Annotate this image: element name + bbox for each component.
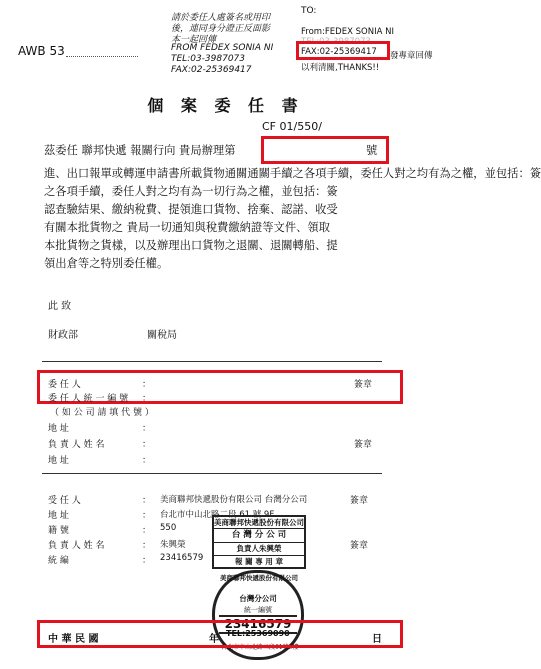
right-obscured-tel: TEL:03-3987073 [301, 37, 371, 47]
round-seal-address: 台北市中山北路二段61號9樓 [221, 644, 299, 651]
agent-jihao-label: 籍 號 [48, 526, 69, 536]
principal-stamp-2: 簽章 [354, 440, 373, 450]
page-title: 個 案 委 任 書 [147, 96, 304, 115]
to-label: TO: [301, 6, 317, 16]
principal-stamp: 簽章 [354, 380, 373, 390]
colon: ： [142, 496, 152, 506]
colon: ： [142, 456, 152, 466]
right-ack-1: 發專章回傳 [390, 51, 433, 61]
case-reference: CF 01/550/ [262, 120, 322, 133]
agent-fuzeren-value: 朱興榮 [160, 540, 186, 550]
seal-company: 美商聯邦快遞股份有限公司 [214, 518, 304, 527]
header-note-line-3: 本一起回傳 [171, 35, 217, 45]
body-line-4: 認查驗結果、繳納稅費、提領進口貨物、捨棄、認諾、收受 [44, 203, 338, 216]
round-seal-tel: TEL:25369090 [226, 629, 290, 638]
agent-tongyi-label: 統 編 [48, 556, 69, 566]
colon: ： [142, 380, 152, 390]
fax-highlight-box [296, 41, 390, 60]
divider-2 [42, 473, 382, 474]
body-hao: 號 [366, 144, 378, 157]
colon: ： [142, 541, 152, 551]
principal-dizhi-label: 地 址 [48, 424, 69, 434]
agent-dizhi-value: 台北市中山北路二段 61 號 9F [160, 510, 275, 520]
closing-cizhi: 此 致 [48, 301, 72, 312]
principal-tongyi-label: 委 任 人 統 一 編 號 [48, 394, 129, 404]
principal-fuzeren-label: 負 責 人 姓 名 [48, 440, 105, 450]
body-line-6: 本批貨物之貨樣，以及辦理出口貨物之退關、退關轉船、提 [44, 239, 338, 252]
header-note-line-2: 後，連同身分證正反面影 [171, 24, 271, 34]
colon: ： [142, 424, 152, 434]
seal-branch: 台 灣 分 公 司 [214, 529, 304, 543]
header-from-line-2: TEL:03-3987073 [171, 54, 246, 64]
colon: ： [142, 556, 152, 566]
body-line-2: 進、出口報單或轉運申請書所載貨物通關通關手續之各項手續，委任人對之均有為之權，並包括：簽 [44, 167, 541, 180]
agent-weiren-value: 美商聯邦快遞股份有限公司 台灣分公司 [160, 495, 308, 505]
agent-fuzeren-label: 負 責 人 姓 名 [48, 541, 105, 551]
agent-tongyi-value: 23416579 [160, 553, 204, 563]
seal-usage: 報 關 專 用 章 [235, 557, 283, 566]
header-note-line-1: 請於委任人處簽名或用印 [171, 13, 271, 23]
company-seal [212, 515, 306, 569]
agent-dizhi-label: 地 址 [48, 511, 69, 521]
colon: ： [142, 511, 152, 521]
right-fax: FAX:02-25369417 [301, 47, 377, 57]
principal-weiren-label: 委 任 人 [48, 380, 81, 390]
seal-owner: 負責人朱興榮 [214, 543, 304, 556]
entry-number-highlight-box [261, 136, 389, 164]
right-from: From:FEDEX SONIA NI [301, 27, 394, 37]
body-line-5: 有關本批貨物之 貴局一切通知與稅費繳納證等文件、領取 [44, 221, 331, 234]
date-nian: 年 [209, 634, 219, 645]
agent-jihao-value: 550 [160, 523, 177, 533]
right-ack-2: 以利清關,THANKS!! [301, 63, 380, 73]
round-seal-branch: 台灣分公司 [239, 594, 277, 603]
divider-1 [42, 361, 382, 362]
date-zhonghua: 中 華 民 國 [48, 634, 99, 645]
agent-stamp-2: 簽章 [350, 541, 369, 551]
header-from-line-1: FROM FEDEX SONIA NI [171, 43, 274, 53]
header-from-line-3: FAX:02-25369417 [171, 65, 252, 75]
agent-stamp: 簽章 [350, 496, 369, 506]
agent-weiren-label: 受 任 人 [48, 496, 81, 506]
closing-bureau: 關稅局 [147, 330, 177, 341]
awb-label: AWB 53 [18, 44, 65, 58]
colon: ： [142, 394, 152, 404]
closing-ministry: 財政部 [48, 330, 78, 341]
colon: ： [142, 440, 152, 450]
body-line-7: 領出倉等之特別委任權。 [44, 257, 169, 270]
awb-dotted-line [66, 56, 138, 57]
round-seal-company: 美商聯邦快遞股份有限公司 [220, 574, 298, 582]
date-ri: 日 [372, 634, 382, 645]
colon: ： [142, 526, 152, 536]
body-intro: 茲委任 聯邦快遞 報關行向 貴局辦理第 [44, 144, 236, 157]
principal-corp-note: （ 如 公 司 請 填 代 號 ） [50, 408, 154, 418]
body-line-3: 之各項手續，委任人對之均有為一切行為之權，並包括：簽 [44, 185, 338, 198]
principal-dizhi2-label: 地 址 [48, 456, 69, 466]
round-seal-label: 統一編號 [244, 606, 272, 614]
round-seal-number: 23416579 [219, 615, 297, 634]
